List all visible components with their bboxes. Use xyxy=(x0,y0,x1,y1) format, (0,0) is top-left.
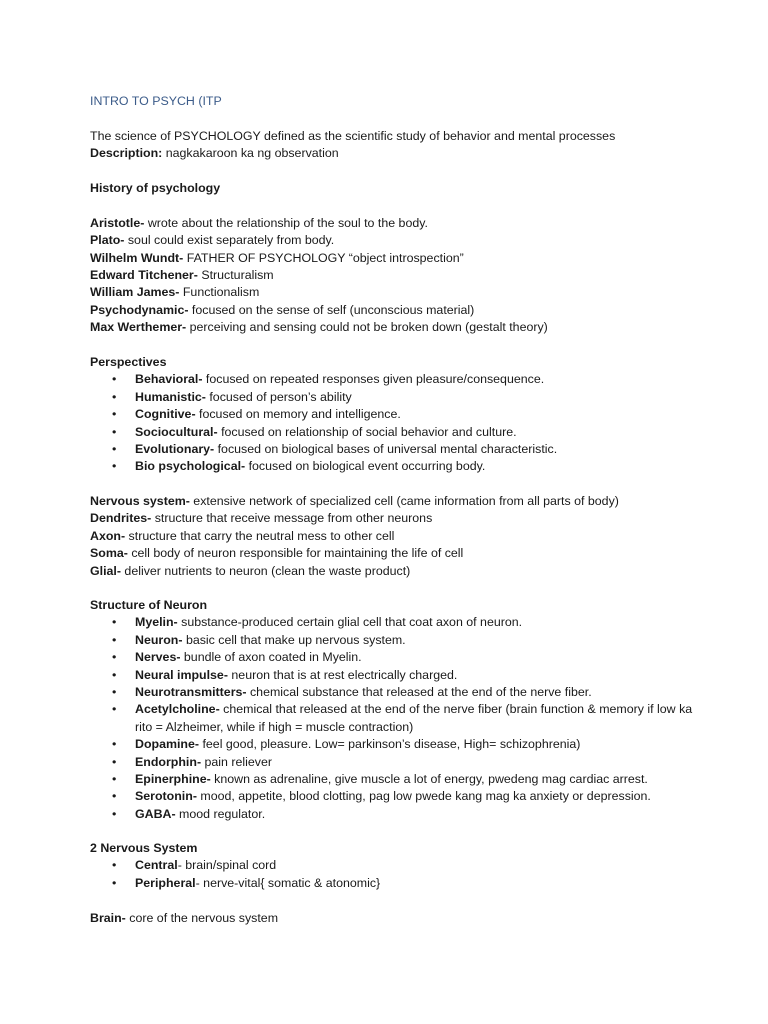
document-title: INTRO TO PSYCH (ITP xyxy=(90,94,222,108)
description-label: Description: xyxy=(90,146,163,161)
definition: chemical that released at the end of the nerve fiber (brain function & memory if low ka rito = Alzheimer, while if high = muscle contraction) xyxy=(135,702,693,734)
history-section xyxy=(90,180,698,337)
bullet-icon: • xyxy=(112,389,117,404)
list-item xyxy=(90,806,698,823)
definition: - brain/spinal cord xyxy=(177,858,277,873)
term: Dendrites- xyxy=(90,511,152,526)
list-item xyxy=(90,458,698,475)
definition: neuron that is at rest electrically charged. xyxy=(227,667,458,682)
term: Neuron- xyxy=(135,632,183,647)
definition: cell body of neuron responsible for maintaining the life of cell xyxy=(127,546,464,561)
bullet-icon: • xyxy=(112,754,117,769)
bullet-icon: • xyxy=(112,424,117,439)
nervous-section xyxy=(90,493,698,580)
bullet-icon: • xyxy=(112,685,117,700)
nervous-item xyxy=(90,545,698,562)
term: Humanistic- xyxy=(135,389,206,404)
list-item xyxy=(90,441,698,458)
list-item xyxy=(90,667,698,684)
list-item xyxy=(90,736,698,753)
list-item xyxy=(90,406,698,423)
term: Cognitive- xyxy=(135,407,196,422)
definition: core of the nervous system xyxy=(125,911,279,925)
definition: perceiving and sensing could not be broken down (gestalt theory) xyxy=(186,320,548,335)
list-item xyxy=(90,424,698,441)
list-item xyxy=(90,371,698,388)
list-item xyxy=(90,771,698,788)
list-item xyxy=(90,701,698,736)
bullet-icon: • xyxy=(112,459,117,474)
definition: mood regulator. xyxy=(175,806,266,821)
bullet-icon: • xyxy=(112,789,117,804)
definition: wrote about the relationship of the soul to the body. xyxy=(144,215,428,230)
nervous-item xyxy=(90,528,698,545)
definition: Structuralism xyxy=(197,267,274,282)
list-item xyxy=(90,649,698,666)
term: Axon- xyxy=(90,528,126,543)
term: Sociocultural- xyxy=(135,424,218,439)
definition: - nerve-vital{ somatic & atonomic} xyxy=(195,875,381,890)
perspectives-section xyxy=(90,354,698,476)
list-item xyxy=(90,684,698,701)
term: Glial- xyxy=(90,563,121,578)
term: Endorphin- xyxy=(135,754,202,769)
two-systems-list xyxy=(90,857,698,892)
term: Myelin- xyxy=(135,615,178,630)
definition: substance-produced certain glial cell that coat axon of neuron. xyxy=(177,615,523,630)
definition: known as adrenaline, give muscle a lot of energy, pwedeng mag cardiac arrest. xyxy=(210,772,648,787)
term: Plato- xyxy=(90,233,125,248)
definition: focused on repeated responses given pleasure/consequence. xyxy=(202,372,545,387)
term: Peripheral xyxy=(135,875,196,890)
brain-line xyxy=(90,910,698,927)
history-item xyxy=(90,284,698,301)
definition: focused on biological event occurring body. xyxy=(245,459,486,474)
list-item xyxy=(90,754,698,771)
term: Behavioral- xyxy=(135,372,203,387)
definition: focused on relationship of social behavior and culture. xyxy=(217,424,517,439)
term: GABA- xyxy=(135,806,176,821)
list-item xyxy=(90,875,698,892)
two-systems-section xyxy=(90,840,698,892)
history-item xyxy=(90,215,698,232)
term: Max Werthemer- xyxy=(90,320,187,335)
term: Nerves- xyxy=(135,650,181,665)
brain-section xyxy=(90,910,698,927)
history-item xyxy=(90,302,698,319)
list-item xyxy=(90,632,698,649)
definition: focused on biological bases of universal mental characteristic. xyxy=(214,442,558,457)
definition: focused of person’s ability xyxy=(205,389,352,404)
structure-section xyxy=(90,597,698,823)
bullet-icon: • xyxy=(112,806,117,821)
definition: structure that receive message from other neurons xyxy=(151,511,433,526)
perspectives-list xyxy=(90,371,698,475)
perspectives-heading: Perspectives xyxy=(90,355,167,369)
definition: Functionalism xyxy=(179,285,260,300)
bullet-icon: • xyxy=(112,737,117,752)
nervous-item xyxy=(90,563,698,580)
list-item xyxy=(90,389,698,406)
definition: bundle of axon coated in Myelin. xyxy=(180,650,362,665)
definition: basic cell that make up nervous system. xyxy=(182,632,406,647)
term: Bio psychological- xyxy=(135,459,246,474)
term: Neural impulse- xyxy=(135,667,228,682)
term: Psychodynamic- xyxy=(90,302,189,317)
nervous-item xyxy=(90,493,698,510)
definition: deliver nutrients to neuron (clean the waste product) xyxy=(120,563,411,578)
term: Nervous system- xyxy=(90,494,190,508)
term: Wilhelm Wundt- xyxy=(90,250,184,265)
structure-heading: Structure of Neuron xyxy=(90,598,208,612)
definition: soul could exist separately from body. xyxy=(124,233,335,248)
definition: mood, appetite, blood clotting, pag low pwede kang mag ka anxiety or depression. xyxy=(196,789,651,804)
term: Epinerphine- xyxy=(135,772,211,787)
definition: structure that carry the neutral mess to other cell xyxy=(125,528,395,543)
term: Brain- xyxy=(90,911,126,925)
history-heading: History of psychology xyxy=(90,181,221,195)
list-item xyxy=(90,614,698,631)
bullet-icon: • xyxy=(112,702,117,717)
nervous-item xyxy=(90,510,698,527)
definition-line: The science of PSYCHOLOGY defined as the scientific study of behavior and mental processes xyxy=(90,129,616,143)
list-item xyxy=(90,788,698,805)
two-systems-heading: 2 Nervous System xyxy=(90,841,198,855)
term: Central xyxy=(135,858,178,873)
term: Dopamine- xyxy=(135,737,200,752)
definition: pain reliever xyxy=(201,754,273,769)
bullet-icon: • xyxy=(112,372,117,387)
term: Soma- xyxy=(90,546,128,561)
bullet-icon: • xyxy=(112,407,117,422)
bullet-icon: • xyxy=(112,667,117,682)
bullet-icon: • xyxy=(112,875,117,890)
definition: FATHER OF PSYCHOLOGY “object introspection” xyxy=(183,250,464,265)
history-item xyxy=(90,250,698,267)
history-item xyxy=(90,267,698,284)
term: Acetylcholine- xyxy=(135,702,220,717)
list-item xyxy=(90,857,698,874)
term: Edward Titchener- xyxy=(90,267,198,282)
term: William James- xyxy=(90,285,180,300)
term: Aristotle- xyxy=(90,215,145,230)
definition: extensive network of specialized cell (came information from all parts of body) xyxy=(189,494,619,508)
term: Serotonin- xyxy=(135,789,197,804)
bullet-icon: • xyxy=(112,632,117,647)
bullet-icon: • xyxy=(112,772,117,787)
definition: feel good, pleasure. Low= parkinson’s disease, High= schizophrenia) xyxy=(199,737,581,752)
description-line xyxy=(90,145,698,162)
intro-section xyxy=(90,128,698,163)
term: Evolutionary- xyxy=(135,442,215,457)
history-item xyxy=(90,232,698,249)
definition: chemical substance that released at the end of the nerve fiber. xyxy=(246,685,592,700)
definition: focused on memory and intelligence. xyxy=(195,407,401,422)
description-text: nagkakaroon ka ng observation xyxy=(162,146,339,161)
structure-list xyxy=(90,614,698,823)
bullet-icon: • xyxy=(112,442,117,457)
bullet-icon: • xyxy=(112,615,117,630)
bullet-icon: • xyxy=(112,858,117,873)
bullet-icon: • xyxy=(112,650,117,665)
term: Neurotransmitters- xyxy=(135,685,247,700)
definition: focused on the sense of self (unconscious material) xyxy=(188,302,475,317)
history-item xyxy=(90,319,698,336)
